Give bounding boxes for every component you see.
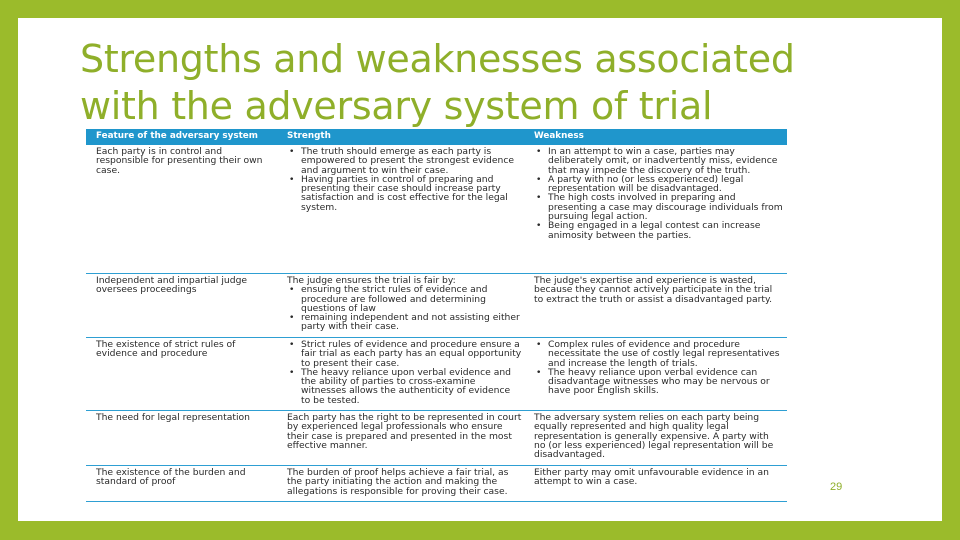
table-row — [86, 466, 787, 502]
strength-cell: Each party has the right to be represented in court by experienced legal professionals who ensure their case is prepared and presented in the most effective manner. — [287, 412, 522, 451]
table-row — [86, 338, 787, 411]
feature-cell: Independent and impartial judge oversees proceedings — [96, 275, 248, 296]
page-number: 29 — [830, 481, 843, 493]
strength-item: • remaining independent and not assisting either party with their case. — [287, 313, 522, 332]
table-row — [86, 274, 787, 338]
weakness-item: • The high costs involved in preparing and presenting a case may discourage individuals from pursuing legal action. — [534, 193, 783, 221]
slide-title — [80, 36, 840, 130]
weakness-cell — [526, 338, 787, 410]
table-header — [86, 129, 787, 145]
strength-intro: The judge ensures the trial is fair by: — [287, 275, 456, 286]
strength-item: • Having parties in control of preparing and presenting their case should increase party satisfaction and is cost effective for the legal system. — [287, 175, 522, 212]
feature-cell: The existence of strict rules of evidence and procedure — [96, 339, 236, 360]
weakness-item: • In an attempt to win a case, parties may deliberately omit, or inadvertently miss, evidence that may impede the discovery of the truth. — [534, 147, 783, 175]
comparison-table — [86, 129, 787, 502]
title-line-2: with the adversary system of trial — [80, 84, 713, 128]
weakness-cell — [526, 145, 787, 273]
weakness-cell: The adversary system relies on each party being equally represented and high quality legal representation is generally expensive. A party with no (or less experienced) legal representation will be disadvantaged. — [534, 412, 774, 461]
weakness-item: • The heavy reliance upon verbal evidence can disadvantage witnesses who may be nervous or have poor English skills. — [534, 368, 783, 396]
header-weakness: Weakness — [534, 131, 584, 142]
feature-cell: The existence of the burden and standard of proof — [96, 467, 246, 488]
strength-cell — [281, 274, 526, 337]
feature-cell: The need for legal representation — [96, 412, 250, 423]
strength-item: • ensuring the strict rules of evidence and procedure are followed and determining questions of law — [287, 285, 522, 313]
table-row — [86, 145, 787, 274]
strength-item: • The heavy reliance upon verbal evidence and the ability of parties to cross-examine witnesses allows the authenticity of evidence to be tested. — [287, 368, 522, 405]
weakness-cell: Either party may omit unfavourable evidence in an attempt to win a case. — [534, 467, 769, 488]
title-line-1: Strengths and weaknesses associated — [80, 37, 795, 81]
table-row — [86, 411, 787, 466]
header-strength: Strength — [287, 131, 331, 142]
weakness-item: • A party with no (or less experienced) legal representation will be disadvantaged. — [534, 175, 783, 194]
strength-item: • The truth should emerge as each party is empowered to present the strongest evidence and argument to win their case. — [287, 147, 522, 175]
strength-cell — [281, 338, 526, 410]
strength-cell — [281, 145, 526, 273]
strength-item: • Strict rules of evidence and procedure ensure a fair trial as each party has an equal opportunity to present their case. — [287, 340, 522, 368]
weakness-cell: The judge's expertise and experience is wasted, because they cannot actively participate in the trial to extract the truth or assist a disadvantaged party. — [534, 275, 773, 305]
feature-cell: Each party is in control and responsible for presenting their own case. — [96, 146, 263, 176]
strength-cell: The burden of proof helps achieve a fair trial, as the party initiating the action and making the allegations is responsible for proving their case. — [287, 467, 509, 497]
header-feature: Feature of the adversary system — [96, 131, 258, 142]
weakness-item: • Being engaged in a legal contest can increase animosity between the parties. — [534, 221, 783, 240]
weakness-item: • Complex rules of evidence and procedure necessitate the use of costly legal representatives and increase the length of trials. — [534, 340, 783, 368]
